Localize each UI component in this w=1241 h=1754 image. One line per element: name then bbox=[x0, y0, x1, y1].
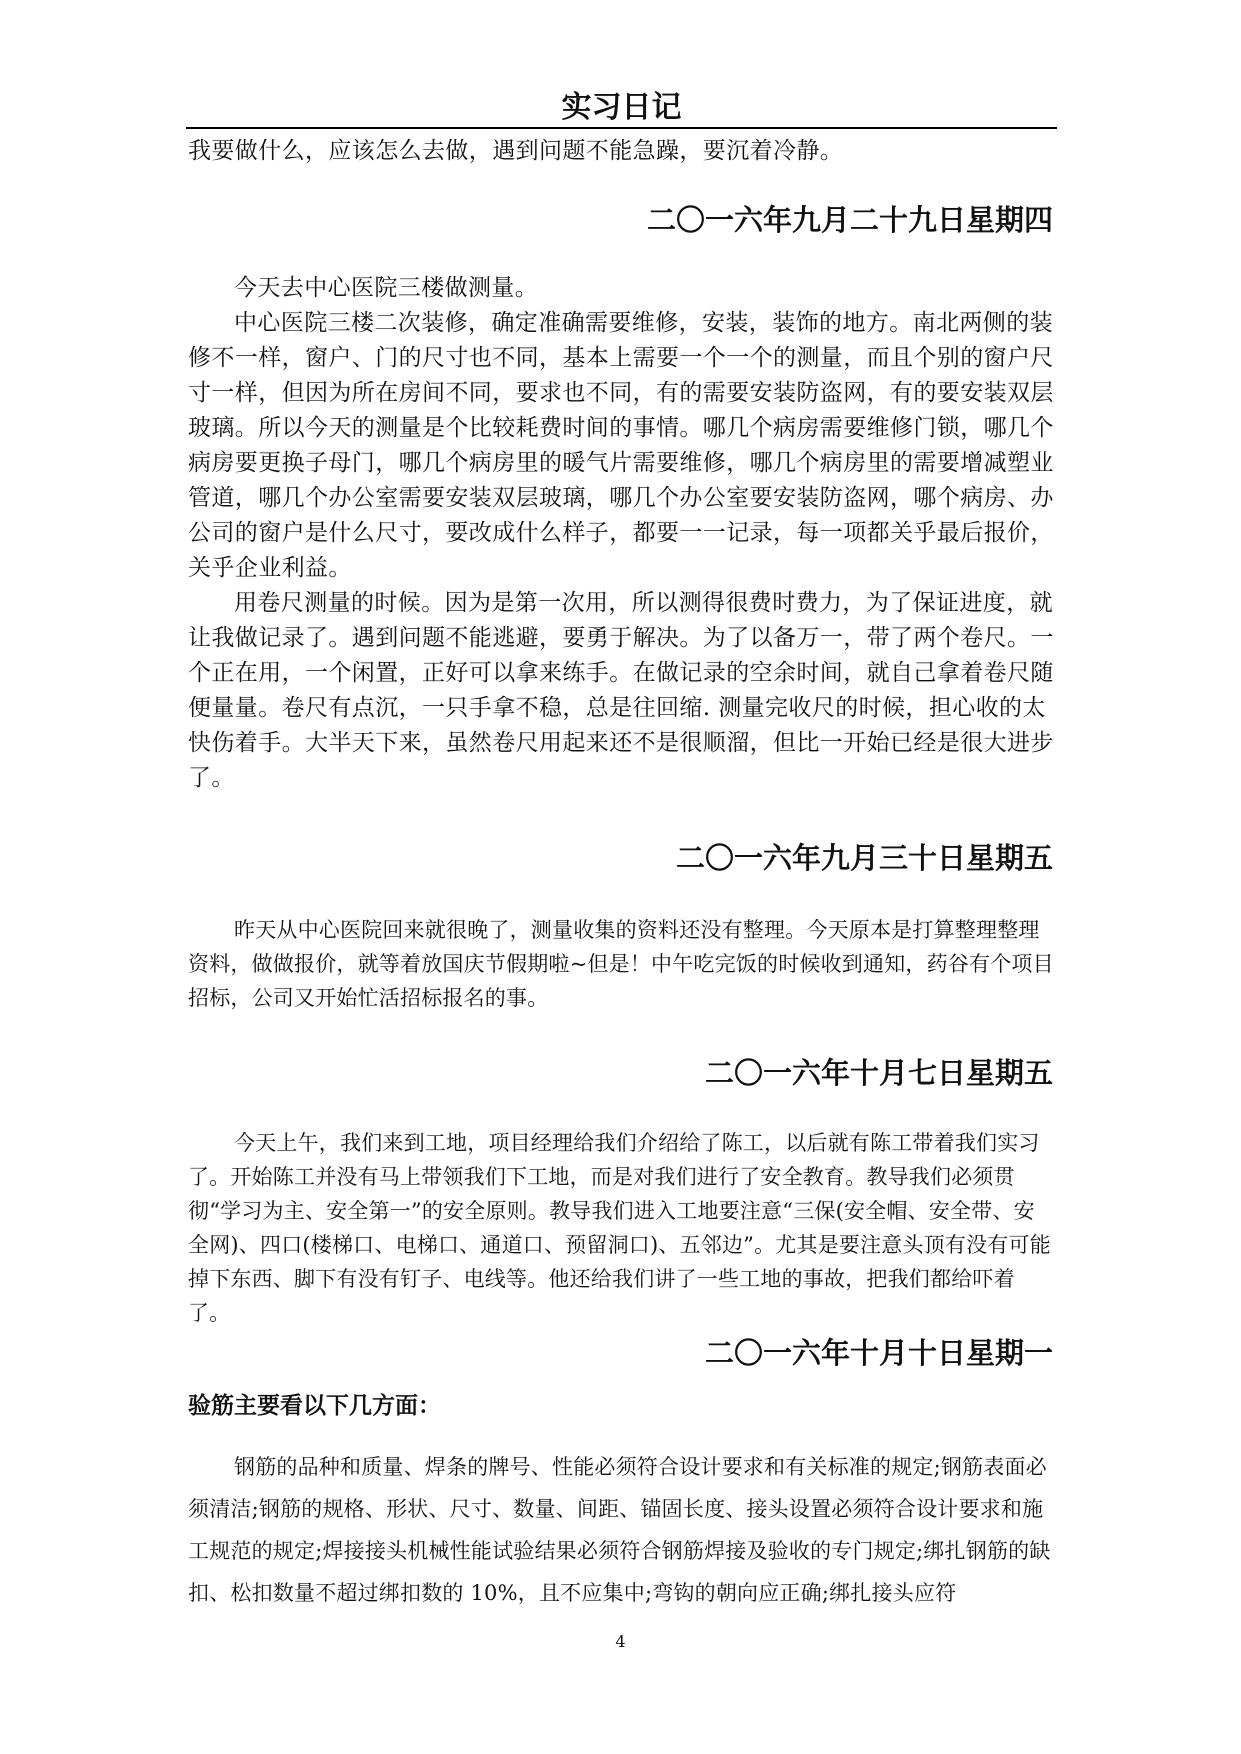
entry-body bbox=[188, 1126, 1054, 1330]
header-divider bbox=[186, 127, 1057, 129]
page-header-title: 实习日记 bbox=[561, 90, 682, 125]
entry-body bbox=[188, 271, 1054, 796]
entry-paragraph: 中心医院三楼二次装修，确定准确需要维修，安装，装饰的地方。南北两侧的装修不一样，窗户、门的尺寸也不同，基本上需要一个一个的测量，而且个别的窗户尺寸一样，但因为所在房间不同，要求也不同，有的需要安装防盗网，有的要安装双层玻璃。所以今天的测量是个比较耗费时间的事情。哪几个病房需要维修门锁，哪几个病房要更换子母门，哪几个病房里的暖气片需要维修，哪几个病房里的需要增减塑业管道，哪几个办公室需要安装双层玻璃，哪几个办公室要安装防盗网，哪个病房、办公司的窗户是什么尺寸，要改成什么样子，都要一一记录，每一项都关乎最后报价，关乎企业利益。 bbox=[188, 310, 1054, 581]
entry-date-heading: 二〇一六年九月三十日星期五 bbox=[675, 841, 1053, 875]
entry-body bbox=[188, 1446, 1054, 1614]
entry-paragraph: 今天上午，我们来到工地，项目经理给我们介绍给了陈工，以后就有陈工带着我们实习了。开始陈工并没有马上带领我们下工地，而是对我们进行了安全教育。教导我们必须贯彻“学习为主、安全第一”的安全原则。教导我们进入工地要注意“三保(安全帽、安全带、安全网)、四口(楼梯口、电梯口、通道口、预留洞口)、五邻边”。尤其是要注意头顶有没有可能掉下东西、脚下有没有钉子、电线等。他还给我们讲了一些工地的事故，把我们都给吓着了。 bbox=[188, 1131, 1051, 1325]
intro-text: 我要做什么，应该怎么去做，遇到问题不能急躁，要沉着冷静。 bbox=[188, 138, 844, 164]
entry-paragraph: 用卷尺测量的时候。因为是第一次用，所以测得很费时费力，为了保证进度，就让我做记录了。遇到问题不能逃避，要勇于解决。为了以备万一，带了两个卷尺。一个正在用，一个闲置，正好可以拿来练手。在做记录的空余时间，就自己拿着卷尺随便量量。卷尺有点沉，一只手拿不稳，总是往回缩. 测量完收尺的时候，担心收的太快伤着手。大半天下来，虽然卷尺用起来还不是很顺溜，但比一开始已经是很大进步了。 bbox=[188, 590, 1054, 791]
page-number: 4 bbox=[615, 1632, 626, 1651]
entry-paragraph: 今天去中心医院三楼做测量。 bbox=[234, 275, 539, 301]
entry-date-heading: 二〇一六年十月十日星期一 bbox=[704, 1336, 1053, 1370]
entry-date-heading: 二〇一六年九月二十九日星期四 bbox=[646, 203, 1053, 237]
entry-subheading: 验筋主要看以下几方面： bbox=[188, 1393, 441, 1419]
intro-paragraph bbox=[188, 134, 1054, 169]
entry-body bbox=[188, 913, 1054, 1015]
entry-paragraph: 钢筋的品种和质量、焊条的牌号、性能必须符合设计要求和有关标准的规定;钢筋表面必须清洁;钢筋的规格、形状、尺寸、数量、间距、锚固长度、接头设置必须符合设计要求和施工规范的规定;焊接接头机械性能试验结果必须符合钢筋焊接及验收的专门规定;绑扎钢筋的缺扣、松扣数量不超过绑扣数的 10%，且不应集中;弯钩的朝向应正确;绑扎接头应符 bbox=[188, 1455, 1051, 1605]
entry-paragraph: 昨天从中心医院回来就很晚了，测量收集的资料还没有整理。今天原本是打算整理整理资料，做做报价，就等着放国庆节假期啦~但是！中午吃完饭的时候收到通知，药谷有个项目招标，公司又开始忙活招标报名的事。 bbox=[188, 918, 1054, 1010]
entry-date-heading: 二〇一六年十月七日星期五 bbox=[704, 1056, 1053, 1090]
